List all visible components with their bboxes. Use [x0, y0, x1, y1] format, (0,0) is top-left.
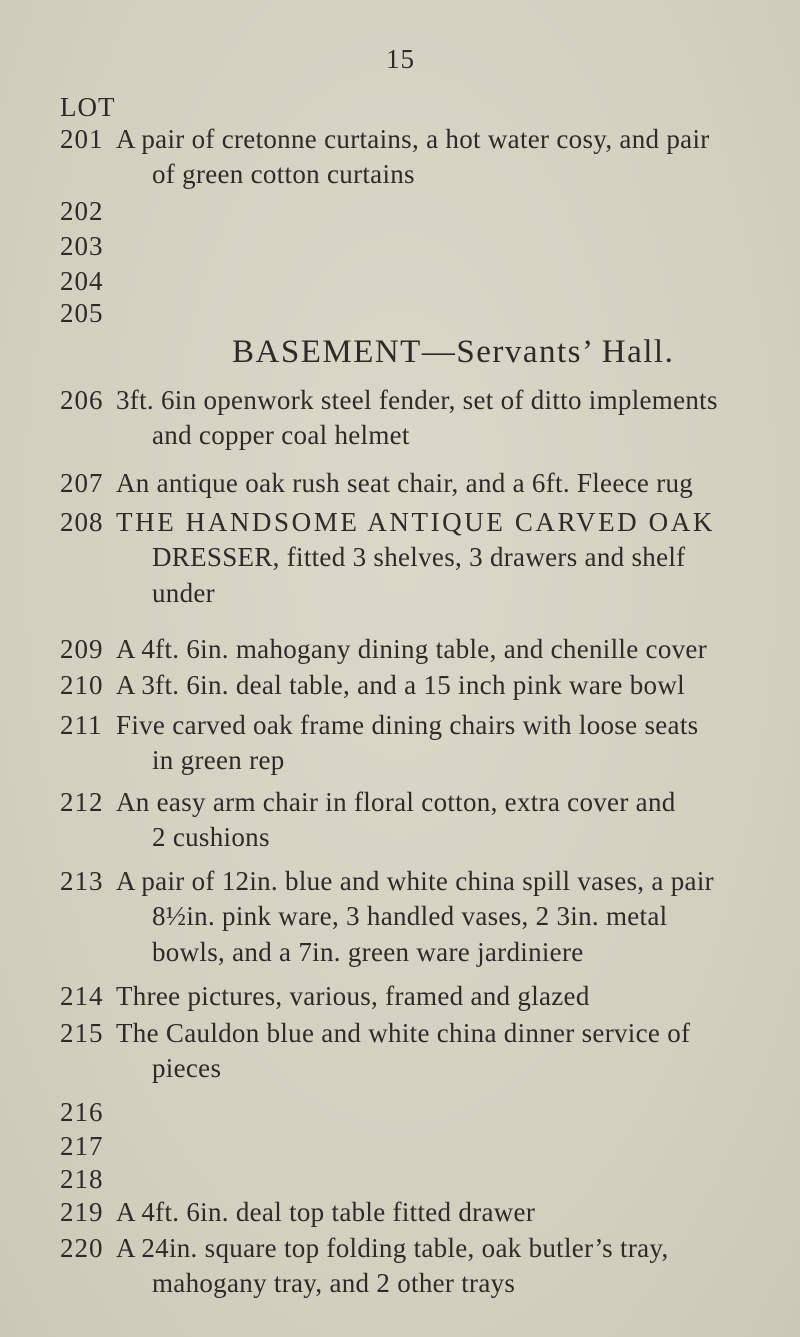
lot-number-203: 203 — [60, 231, 104, 261]
lot-208-line-1: THE HANDSOME ANTIQUE CARVED OAK — [116, 507, 715, 537]
lot-number-210: 210 — [60, 670, 104, 700]
lot-number-220: 220 — [60, 1233, 104, 1263]
lot-219-line-1: A 4ft. 6in. deal top table fitted drawer — [116, 1197, 536, 1227]
lot-number-215: 215 — [60, 1018, 104, 1048]
lot-212-line-1: An easy arm chair in floral cotton, extra cover and — [116, 787, 676, 817]
lot-number-219: 219 — [60, 1197, 104, 1227]
lot-number-207: 207 — [60, 468, 104, 498]
lot-206-line-2: and copper coal helmet — [152, 420, 410, 450]
lot-number-202: 202 — [60, 196, 104, 226]
lot-210-line-1: A 3ft. 6in. deal table, and a 15 inch pink ware bowl — [116, 670, 685, 700]
lot-number-212: 212 — [60, 787, 104, 817]
lot-201-line-1: A pair of cretonne curtains, a hot water cosy, and pair — [116, 124, 710, 154]
lot-column-header: LOT — [60, 92, 116, 122]
lot-213-line-2: 8½in. pink ware, 3 handled vases, 2 3in. metal — [152, 901, 668, 931]
lot-201-line-2: of green cotton curtains — [152, 159, 415, 189]
page-number: 15 — [386, 44, 415, 74]
lot-220-line-1: A 24in. square top folding table, oak butler’s tray, — [116, 1233, 669, 1263]
lot-209-line-1: A 4ft. 6in. mahogany dining table, and chenille cover — [116, 634, 707, 664]
lot-number-206: 206 — [60, 385, 104, 415]
lot-213-line-1: A pair of 12in. blue and white china spill vases, a pair — [116, 866, 714, 896]
lot-number-201: 201 — [60, 124, 104, 154]
lot-211-line-2: in green rep — [152, 745, 285, 775]
lot-number-216: 216 — [60, 1097, 104, 1127]
section-heading: BASEMENT—Servants’ Hall. — [232, 334, 675, 370]
lot-211-line-1: Five carved oak frame dining chairs with loose seats — [116, 710, 699, 740]
lot-208-line-3: under — [152, 578, 215, 608]
lot-number-204: 204 — [60, 266, 104, 296]
lot-number-213: 213 — [60, 866, 104, 896]
lot-220-line-2: mahogany tray, and 2 other trays — [152, 1268, 516, 1298]
lot-215-line-2: pieces — [152, 1053, 222, 1083]
lot-number-218: 218 — [60, 1164, 104, 1194]
lot-number-209: 209 — [60, 634, 104, 664]
lot-214-line-1: Three pictures, various, framed and glazed — [116, 981, 590, 1011]
lot-number-214: 214 — [60, 981, 104, 1011]
lot-215-line-1: The Cauldon blue and white china dinner service of — [116, 1018, 691, 1048]
lot-number-208: 208 — [60, 507, 104, 537]
lot-number-211: 211 — [60, 710, 103, 740]
lot-number-217: 217 — [60, 1131, 104, 1161]
lot-208-line-2: DRESSER, fitted 3 shelves, 3 drawers and shelf — [152, 542, 686, 572]
lot-number-205: 205 — [60, 298, 104, 328]
lot-213-line-3: bowls, and a 7in. green ware jardiniere — [152, 937, 584, 967]
lot-206-line-1: 3ft. 6in openwork steel fender, set of ditto implements — [116, 385, 718, 415]
lot-207-line-1: An antique oak rush seat chair, and a 6ft. Fleece rug — [116, 468, 694, 498]
lot-212-line-2: 2 cushions — [152, 822, 270, 852]
